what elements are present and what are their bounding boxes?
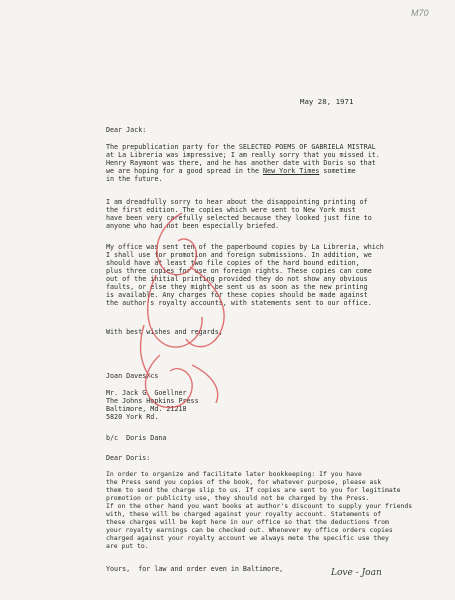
closing-2: Yours, for law and order even in Baltimore, xyxy=(106,565,284,573)
paragraph-3-line: My office was sent ten of the paperbound copies by La Libreria, which xyxy=(106,243,384,251)
paragraph-1-line: Henry Raymont was there, and he has another date with Doris so that xyxy=(106,159,376,167)
paragraph-1 xyxy=(106,143,380,183)
paragraph-4-line: are put to. xyxy=(106,542,149,550)
paragraph-4-line: If on the other hand you want books at author's discount to supply your friends xyxy=(106,502,413,510)
address-line: 5820 York Rd. xyxy=(106,413,159,421)
paragraph-4-line: your royalty earnings can be checked out. Whenever my office orders copies xyxy=(106,526,393,534)
paragraph-1-line: in the future. xyxy=(106,175,163,183)
paragraph-4-line: charged against your royalty account we always mete the specific use they xyxy=(106,534,389,542)
paragraph-4 xyxy=(106,470,412,550)
paragraph-3-line: should have at least two file copies of the hard bound edition, xyxy=(106,259,360,267)
red-stamp-mark xyxy=(120,205,280,415)
paragraph-2-line: have been very carefully selected because they looked just fine to xyxy=(106,214,372,222)
paragraph-4-line: promotion or publicity use, they should not be charged by the Press. xyxy=(106,494,370,502)
paragraph-2-line: anyone who had not been especially briefed. xyxy=(106,222,280,230)
paragraph-4-line: the Press send you copies of the book, for whatever purpose, please ask xyxy=(106,478,382,486)
paragraph-4-line: with, these will be charged against your royalty account. Statements of xyxy=(106,510,382,518)
recipient-address xyxy=(106,389,199,421)
paragraph-3-line: plus three copies for use on foreign rights. These copies can come xyxy=(106,267,372,275)
paragraph-2-line: the first edition. The copies which were sent to New York must xyxy=(106,206,356,214)
address-line: Baltimore, Md. 21218 xyxy=(106,405,187,413)
paragraph-1-line: sometime xyxy=(319,167,356,175)
paragraph-3-line: I shall use for promotion and foreign submissions. In addition, we xyxy=(106,251,372,259)
paragraph-1-text: The prepublication party for the xyxy=(106,143,239,151)
address-line: The Johns Hopkins Press xyxy=(106,397,199,405)
paragraph-2-line: I am dreadfully sorry to hear about the disappointing printing of xyxy=(106,198,368,206)
salutation-2: Dear Doris: xyxy=(106,454,151,462)
letter-date: May 28, 1971 xyxy=(300,97,354,106)
paragraph-3-line: faults, or else they might be sent us as soon as the new printing xyxy=(106,283,368,291)
paragraph-3-line: the author's royalty accounts, with statements sent to our office. xyxy=(106,299,372,307)
book-title: SELECTED POEMS OF GABRIELA MISTRAL xyxy=(238,143,376,151)
paragraph-1-line: at La Libreria was impressive; I am really sorry that you missed it. xyxy=(106,151,380,159)
paragraph-3 xyxy=(106,243,384,307)
paragraph-3-line: is available. Any charges for these copies should be made against xyxy=(106,291,368,299)
paragraph-3-line: out of the initial printing provided they do not show any obvious xyxy=(106,275,368,283)
paragraph-2 xyxy=(106,198,372,230)
address-line: Mr. Jack G. Goellner xyxy=(106,389,187,397)
newspaper-name: New York Times xyxy=(263,167,320,175)
paragraph-1-line: we are hoping for a good spread in the xyxy=(106,167,264,175)
paragraph-4-line: them to send the charge slip to us. If copies are sent to you for legitimate xyxy=(106,486,401,494)
paragraph-4-line: these charges will be kept here in our office so that the deductions from xyxy=(106,518,389,526)
typist-initials: Joan Daves/cs xyxy=(106,372,159,380)
file-mark: M70 xyxy=(411,8,429,18)
paragraph-4-line: In order to organize and facilitate later bookkeeping: If you have xyxy=(106,470,362,478)
closing: With best wishes and regards, xyxy=(106,328,223,336)
handwritten-signature: Love - Joan xyxy=(331,568,382,578)
blind-copy-line: b/c Doris Dana xyxy=(106,434,167,442)
salutation: Dear Jack: xyxy=(106,126,147,134)
